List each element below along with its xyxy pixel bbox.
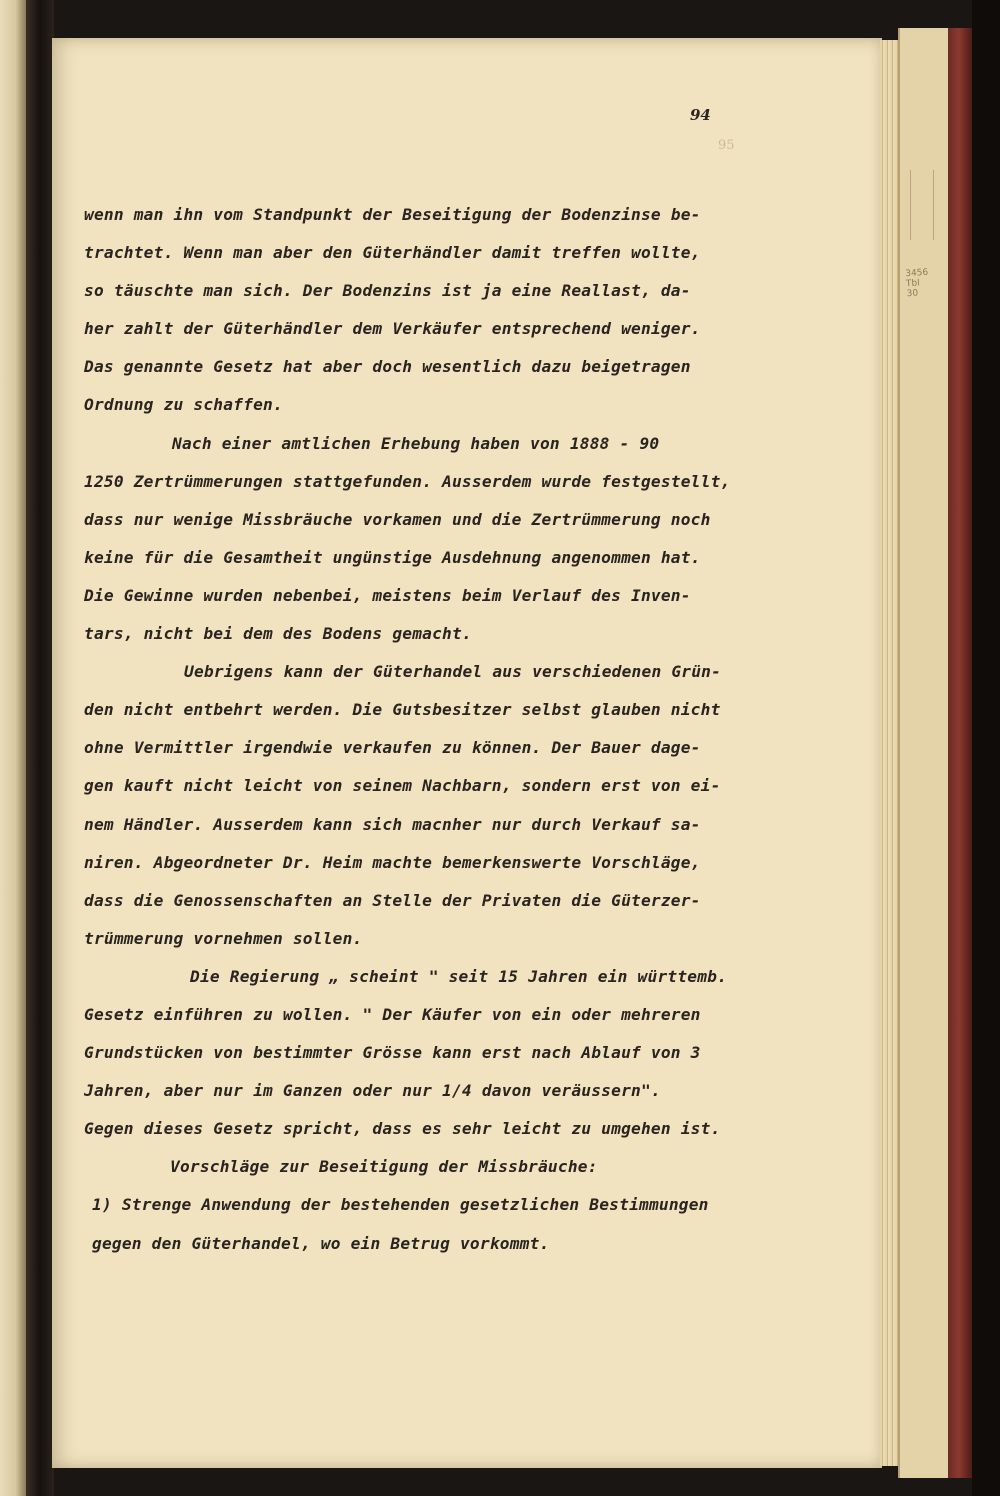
left-page-edge: [0, 0, 26, 1496]
paragraph-start-line: Nach einer amtlichen Erhebung haben von 1888 - 90: [172, 433, 660, 453]
text-line: nem Händler. Ausserdem kann sich macnher nur durch Verkauf sa-: [84, 814, 701, 834]
text-line: ohne Vermittler irgendwie verkaufen zu können. Der Bauer dage-: [84, 738, 701, 758]
text-line: Gesetz einführen zu wollen. " Der Käufer von ein oder mehreren: [84, 1004, 701, 1024]
back-cover-board: [898, 28, 950, 1478]
text-line: Grundstücken von bestimmter Grösse kann erst nach Ablauf von 3: [84, 1043, 701, 1063]
text-line: tars, nicht bei dem des Bodens gemacht.: [84, 624, 472, 644]
text-line: den nicht entbehrt werden. Die Gutsbesitzer selbst glauben nicht: [84, 700, 721, 720]
section-heading-line: Vorschläge zur Beseitigung der Missbräuche:: [170, 1157, 598, 1177]
text-line: Jahren, aber nur im Ganzen oder nur 1/4 davon veräussern".: [84, 1081, 661, 1101]
text-line: gen kauft nicht leicht von seinem Nachbarn, sondern erst von ei-: [84, 776, 721, 796]
page-number: 94: [690, 106, 711, 124]
cover-spine: [948, 28, 972, 1478]
text-line: Das genannte Gesetz hat aber doch wesentlich dazu beigetragen: [84, 357, 691, 377]
margin-note-line: 30: [906, 288, 919, 300]
text-line: 1250 Zertrümmerungen stattgefunden. Ausserdem wurde festgestellt,: [84, 471, 731, 491]
typewritten-text: [84, 196, 804, 1263]
text-line: trachtet. Wenn man aber den Güterhändler damit treffen wollte,: [84, 243, 701, 263]
text-line: Gegen dieses Gesetz spricht, dass es sehr leicht zu umgehen ist.: [84, 1119, 721, 1139]
text-line: Die Gewinne wurden nebenbei, meistens beim Verlauf des Inven-: [84, 585, 691, 605]
text-line: wenn man ihn vom Standpunkt der Beseitigung der Bodenzinse be-: [84, 205, 701, 224]
bleed-through-page-number: 95: [718, 138, 735, 153]
text-line: so täuschte man sich. Der Bodenzins ist ja eine Reallast, da-: [84, 281, 691, 301]
text-line: keine für die Gesamtheit ungünstige Ausdehnung angenommen hat.: [84, 547, 701, 567]
book-gutter: [26, 0, 54, 1496]
text-line: dass die Genossenschaften an Stelle der Privaten die Güterzer-: [84, 890, 701, 910]
text-line: trümmerung vornehmen sollen.: [84, 928, 363, 948]
text-line: Ordnung zu schaffen.: [84, 395, 283, 415]
pencil-mark: [910, 170, 934, 240]
text-line: gegen den Güterhandel, wo ein Betrug vorkommt.: [92, 1233, 550, 1253]
paragraph-start-line: Die Regierung „ scheint " seit 15 Jahren ein württemb.: [190, 966, 728, 986]
text-line: dass nur wenige Missbräuche vorkamen und die Zertrümmerung noch: [84, 509, 711, 529]
list-item-line: 1) Strenge Anwendung der bestehenden gesetzlichen Bestimmungen: [92, 1195, 709, 1215]
page-stack-edge: [880, 40, 898, 1466]
margin-note-line: Tbl: [905, 278, 921, 290]
text-line: niren. Abgeordneter Dr. Heim machte bemerkenswerte Vorschläge,: [84, 852, 701, 872]
paragraph-start-line: Uebrigens kann der Güterhandel aus verschiedenen Grün-: [184, 662, 722, 682]
text-line: her zahlt der Güterhändler dem Verkäufer entsprechend weniger.: [84, 319, 701, 339]
margin-note-line: 3456: [904, 267, 929, 280]
margin-note: [905, 267, 943, 299]
background-shadow: [972, 0, 1000, 1496]
